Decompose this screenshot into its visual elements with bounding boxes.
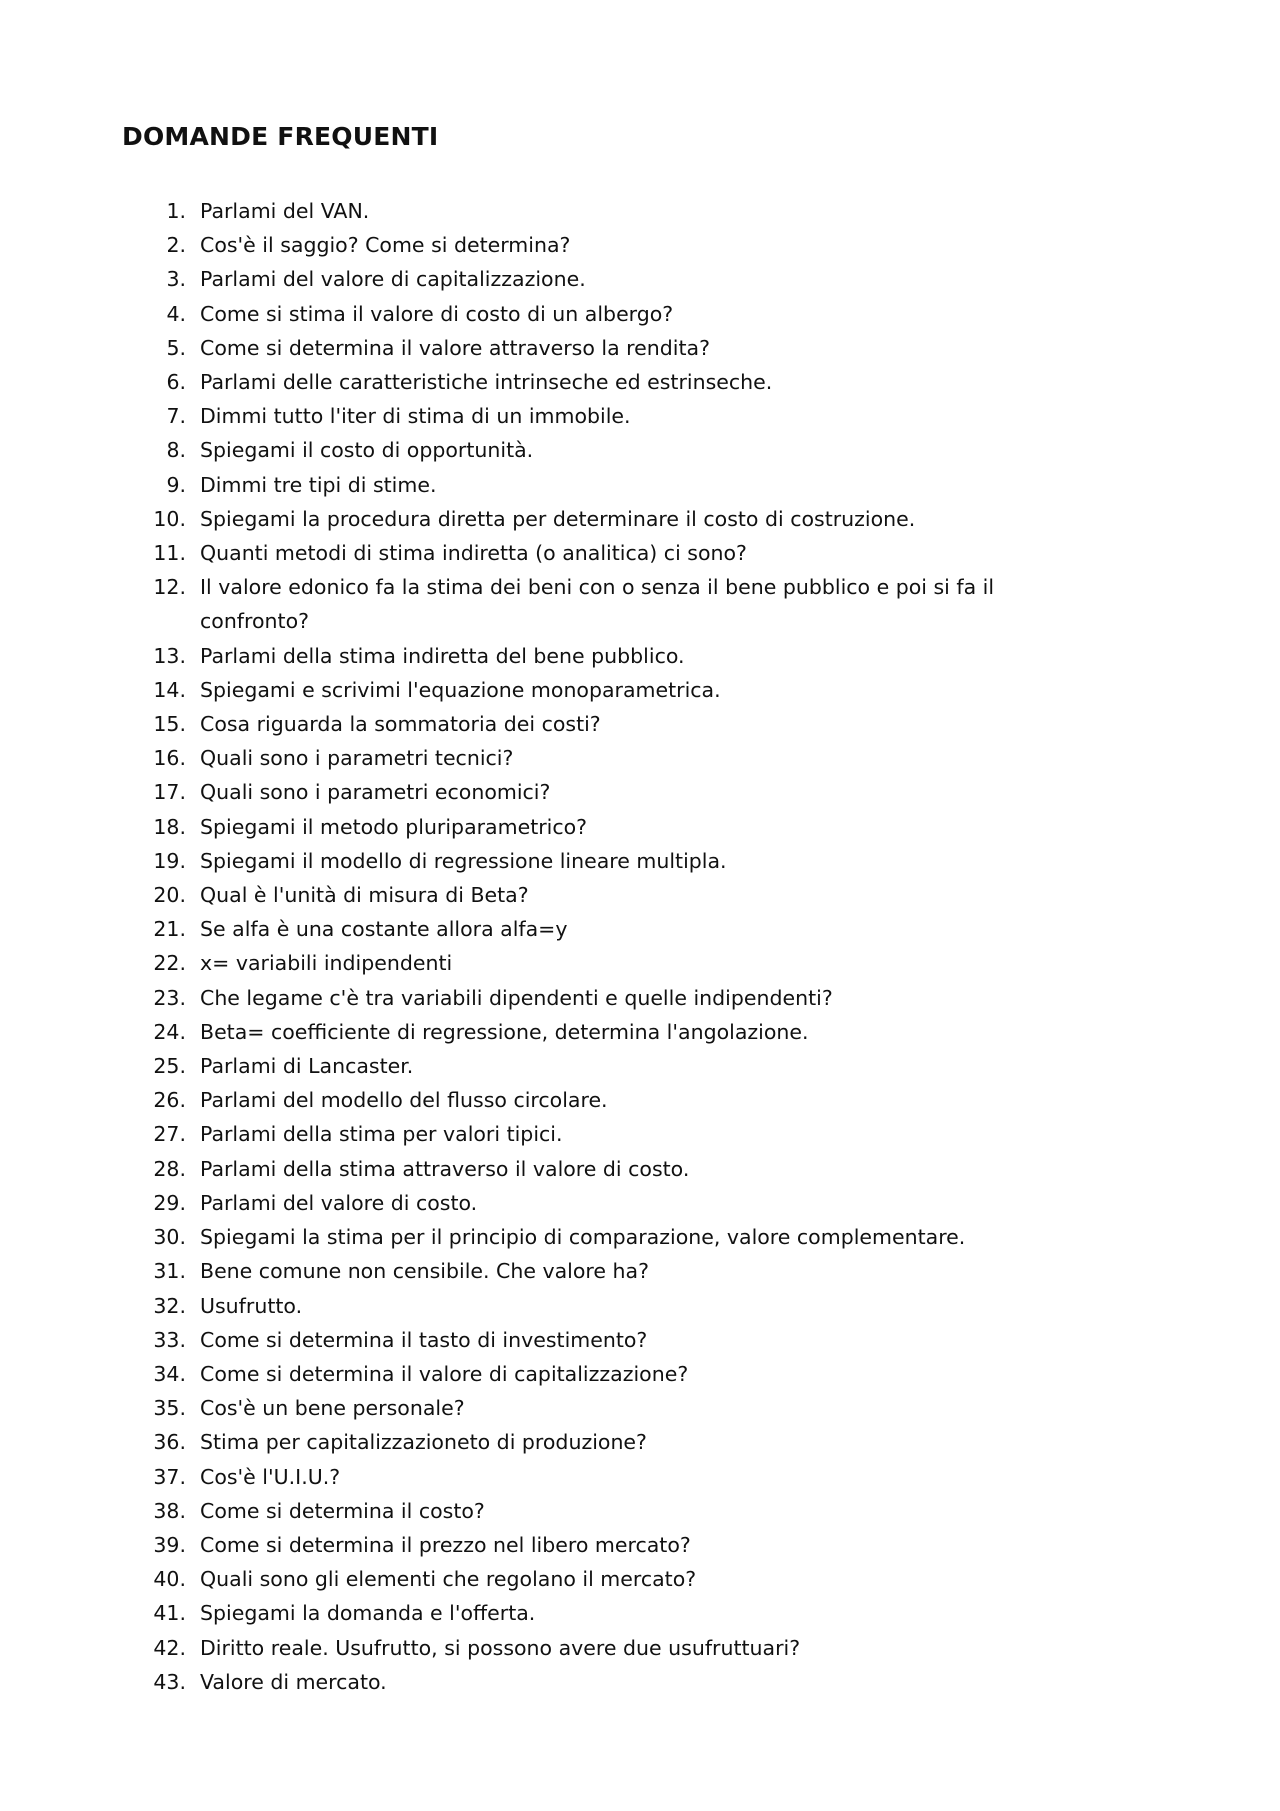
faq-item-number: 8. — [166, 438, 186, 463]
faq-list — [0, 194, 1280, 1699]
faq-item — [0, 468, 1280, 502]
faq-item-number: 31. — [153, 1259, 186, 1284]
faq-item-number: 4. — [166, 301, 186, 326]
faq-item-text: Parlami del valore di capitalizzazione. — [200, 267, 586, 292]
faq-item — [0, 1665, 1280, 1699]
faq-item-text: Usufrutto. — [200, 1293, 303, 1318]
faq-item — [0, 262, 1280, 296]
faq-item-text: Diritto reale. Usufrutto, si possono avere due usufruttuari? — [200, 1635, 801, 1660]
faq-item-text: Come si determina il valore di capitalizzazione? — [200, 1361, 689, 1386]
faq-item — [0, 1357, 1280, 1391]
faq-item — [0, 912, 1280, 946]
faq-item — [0, 946, 1280, 980]
faq-item — [0, 536, 1280, 570]
faq-item — [0, 810, 1280, 844]
faq-item — [0, 741, 1280, 775]
faq-item-number: 21. — [153, 917, 186, 942]
faq-item-number: 19. — [153, 848, 186, 873]
faq-item-number: 39. — [153, 1532, 186, 1557]
faq-item — [0, 1494, 1280, 1528]
faq-item-number: 3. — [166, 267, 186, 292]
faq-item-number: 35. — [153, 1396, 186, 1421]
faq-item-number: 14. — [153, 677, 186, 702]
faq-item-text: Cos'è il saggio? Come si determina? — [200, 233, 571, 258]
faq-item-number: 43. — [153, 1669, 186, 1694]
faq-item-number: 24. — [153, 1019, 186, 1044]
faq-item-text: Quanti metodi di stima indiretta (o analitica) ci sono? — [200, 541, 747, 566]
faq-item — [0, 1254, 1280, 1288]
faq-item-number: 28. — [153, 1156, 186, 1181]
faq-item-number: 20. — [153, 883, 186, 908]
faq-item-text: Che legame c'è tra variabili dipendenti e quelle indipendenti? — [200, 985, 833, 1010]
faq-item-number: 40. — [153, 1567, 186, 1592]
faq-item — [0, 707, 1280, 741]
faq-item-number: 12. — [153, 575, 186, 600]
faq-item-text: Cos'è l'U.I.U.? — [200, 1464, 341, 1489]
faq-item-text: Quali sono i parametri tecnici? — [200, 746, 514, 771]
faq-item-text: Come si stima il valore di costo di un albergo? — [200, 301, 674, 326]
faq-item — [0, 1323, 1280, 1357]
faq-item — [0, 194, 1280, 228]
faq-item-text: Come si determina il prezzo nel libero mercato? — [200, 1532, 691, 1557]
faq-item-text: Parlami delle caratteristiche intrinseche ed estrinseche. — [200, 370, 773, 395]
faq-item-text: Stima per capitalizzazioneto di produzione? — [200, 1430, 647, 1455]
faq-item-text: Spiegami la stima per il principio di comparazione, valore complementare. — [200, 1225, 966, 1250]
faq-item-text: Parlami della stima indiretta del bene pubblico. — [200, 643, 685, 668]
faq-item — [0, 878, 1280, 912]
faq-item-number: 2. — [166, 233, 186, 258]
faq-item — [0, 1117, 1280, 1151]
faq-item — [0, 1186, 1280, 1220]
faq-item-text: Come si determina il valore attraverso la rendita? — [200, 335, 710, 360]
faq-item-text: Qual è l'unità di misura di Beta? — [200, 883, 529, 908]
faq-item — [0, 228, 1280, 262]
faq-item-text: Come si determina il tasto di investimento? — [200, 1327, 648, 1352]
faq-item-number: 22. — [153, 951, 186, 976]
faq-item-text: Quali sono gli elementi che regolano il mercato? — [200, 1567, 697, 1592]
faq-item-text: Spiegami la domanda e l'offerta. — [200, 1601, 536, 1626]
faq-item — [0, 365, 1280, 399]
faq-item-number: 5. — [166, 335, 186, 360]
faq-item — [0, 1391, 1280, 1425]
faq-item-number: 1. — [166, 199, 186, 223]
faq-item-text: Parlami del valore di costo. — [200, 1190, 478, 1215]
faq-item-number: 11. — [153, 541, 186, 566]
faq-item-number: 37. — [153, 1464, 186, 1489]
faq-item-number: 38. — [153, 1498, 186, 1523]
faq-item — [0, 1289, 1280, 1323]
faq-item — [0, 1528, 1280, 1562]
faq-item-number: 36. — [153, 1430, 186, 1455]
faq-item-number: 13. — [153, 643, 186, 668]
faq-item-number: 32. — [153, 1293, 186, 1318]
faq-item-number: 26. — [153, 1088, 186, 1113]
faq-item — [0, 1562, 1280, 1596]
faq-item-number: 41. — [153, 1601, 186, 1626]
faq-item-number: 15. — [153, 712, 186, 737]
faq-item-text: Bene comune non censibile. Che valore ha? — [200, 1259, 649, 1284]
faq-item — [0, 1152, 1280, 1186]
faq-item — [0, 433, 1280, 467]
faq-item — [0, 844, 1280, 878]
faq-item — [0, 1460, 1280, 1494]
page-title: DOMANDE FREQUENTI — [122, 122, 439, 151]
faq-item-text: Cos'è un bene personale? — [200, 1396, 465, 1421]
faq-item — [0, 775, 1280, 809]
faq-item-number: 7. — [166, 404, 186, 429]
faq-item — [0, 331, 1280, 365]
faq-item-number: 10. — [153, 506, 186, 531]
faq-item-text: Valore di mercato. — [200, 1669, 387, 1694]
faq-item — [0, 639, 1280, 673]
faq-item-text: Spiegami la procedura diretta per determinare il costo di costruzione. — [200, 506, 916, 531]
faq-item-number: 16. — [153, 746, 186, 771]
faq-item-number: 33. — [153, 1327, 186, 1352]
faq-item-number: 18. — [153, 814, 186, 839]
faq-item-text: Spiegami il costo di opportunità. — [200, 438, 534, 463]
faq-item-number: 34. — [153, 1361, 186, 1386]
faq-item-number: 25. — [153, 1054, 186, 1079]
faq-item-text: Dimmi tre tipi di stime. — [200, 472, 437, 497]
faq-item-text: Il valore edonico fa la stima dei beni con o senza il bene pubblico e poi si fa il confronto? — [200, 575, 995, 634]
faq-item — [0, 981, 1280, 1015]
faq-item — [0, 1049, 1280, 1083]
faq-item — [0, 1425, 1280, 1459]
faq-item-number: 6. — [166, 370, 186, 395]
faq-item-text: Quali sono i parametri economici? — [200, 780, 551, 805]
faq-item-text: Parlami di Lancaster. — [200, 1054, 414, 1079]
faq-item-text: Parlami della stima per valori tipici. — [200, 1122, 563, 1147]
faq-item-text: Spiegami e scrivimi l'equazione monoparametrica. — [200, 677, 721, 702]
faq-item-number: 29. — [153, 1190, 186, 1215]
faq-item-number: 42. — [153, 1635, 186, 1660]
faq-item — [0, 297, 1280, 331]
faq-item — [0, 1596, 1280, 1630]
faq-item — [0, 673, 1280, 707]
faq-item-text: x= variabili indipendenti — [200, 951, 453, 976]
faq-item — [0, 399, 1280, 433]
faq-item — [0, 1220, 1280, 1254]
faq-item-text: Come si determina il costo? — [200, 1498, 485, 1523]
faq-item-number: 30. — [153, 1225, 186, 1250]
faq-item-number: 23. — [153, 985, 186, 1010]
faq-item-text: Parlami della stima attraverso il valore di costo. — [200, 1156, 690, 1181]
faq-item-text: Parlami del VAN. — [200, 199, 370, 223]
faq-item-text: Se alfa è una costante allora alfa=y — [200, 917, 568, 942]
faq-item-text: Spiegami il metodo pluriparametrico? — [200, 814, 588, 839]
faq-item-text: Cosa riguarda la sommatoria dei costi? — [200, 712, 601, 737]
faq-item — [0, 570, 1280, 638]
faq-item — [0, 1083, 1280, 1117]
faq-item-text: Beta= coefficiente di regressione, determina l'angolazione. — [200, 1019, 809, 1044]
faq-item-number: 17. — [153, 780, 186, 805]
faq-item-number: 9. — [166, 472, 186, 497]
faq-item — [0, 1631, 1280, 1665]
faq-item-text: Parlami del modello del flusso circolare. — [200, 1088, 608, 1113]
faq-item — [0, 1015, 1280, 1049]
faq-item-text: Spiegami il modello di regressione lineare multipla. — [200, 848, 727, 873]
faq-item-text: Dimmi tutto l'iter di stima di un immobile. — [200, 404, 631, 429]
faq-item-number: 27. — [153, 1122, 186, 1147]
faq-item — [0, 502, 1280, 536]
